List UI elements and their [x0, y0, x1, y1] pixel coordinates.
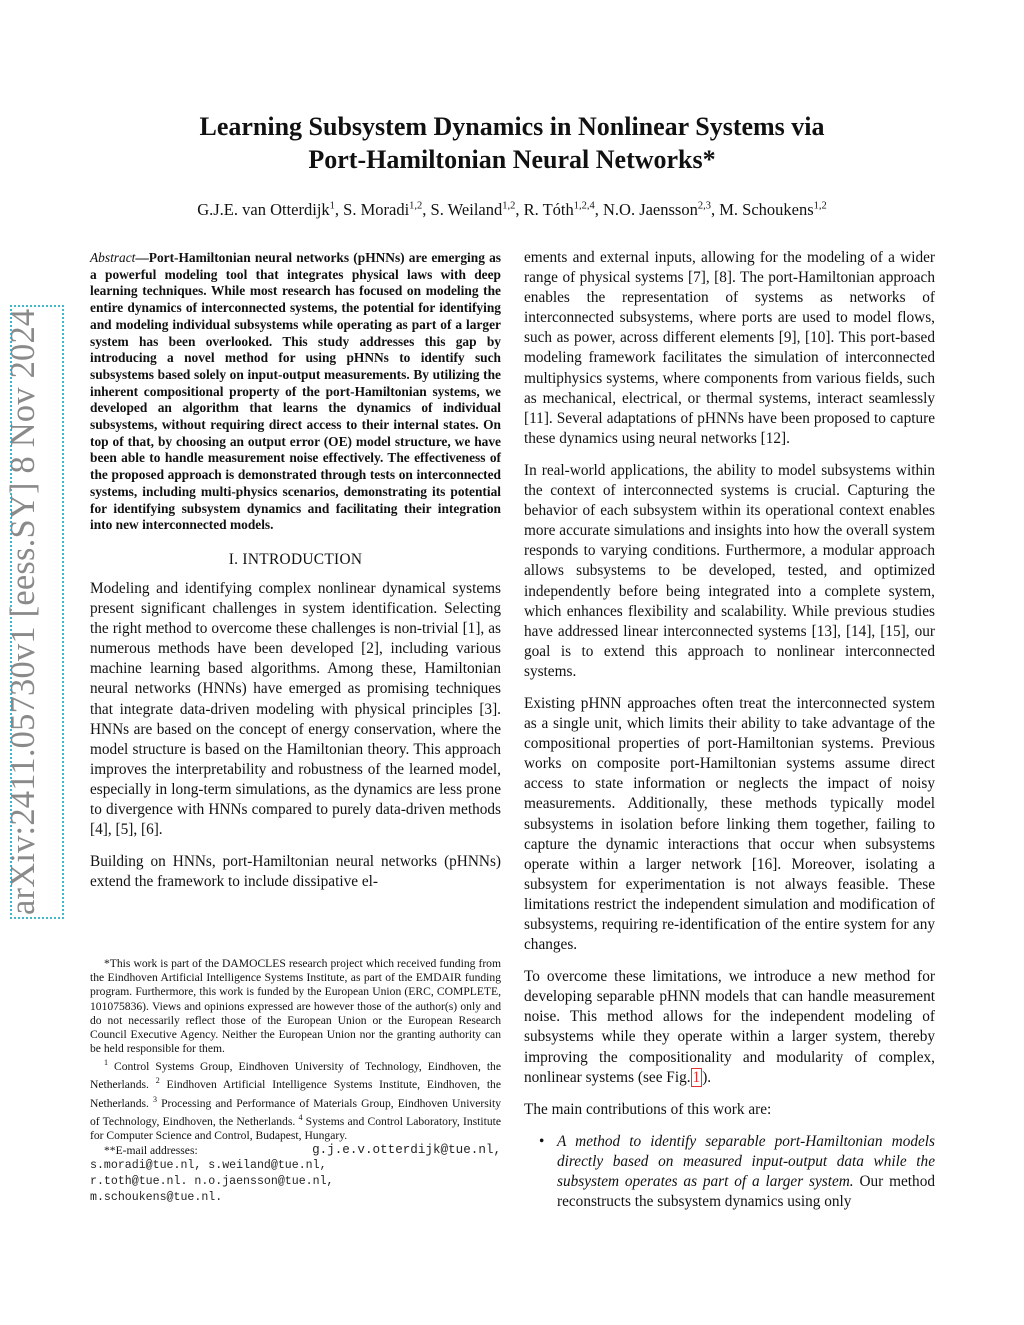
intro-paragraph-2-start: Building on HNNs, port-Hamiltonian neural networks (pHNNs) extend the framework to include dissipative el-: [90, 853, 501, 891]
title-line-1: Learning Subsystem Dynamics in Nonlinear Systems via: [199, 112, 825, 141]
abstract: [90, 250, 501, 534]
title-line-2: Port-Hamiltonian Neural Networks*: [308, 145, 716, 174]
author-list: G.J.E. van Otterdijk$^1$, S. Moradi$^{1,2}$, S. Weiland$^{1,2}$, R. Tóth$^{1,2,4}$, N.O. Jaensson$^{2,3}$, M. Schoukens$^{1,2}$: [197, 200, 827, 219]
section-heading-introduction: I. INTRODUCTION: [228, 550, 363, 568]
email-footnote: [90, 1143, 501, 1159]
paper-title: [100, 110, 924, 176]
contributions-list: [524, 1132, 935, 1212]
email-address[interactable]: s.moradi@tue.nl, s.weiland@tue.nl,: [90, 1159, 327, 1173]
abstract-dash: —: [135, 250, 149, 265]
email-label: **E-mail addresses:: [104, 1143, 198, 1157]
bullet-icon: •: [539, 1132, 545, 1150]
email-address[interactable]: r.toth@tue.nl. n.o.jaensson@tue.nl,: [90, 1175, 334, 1189]
email-address[interactable]: g.j.e.v.otterdijk@tue.nl,: [312, 1142, 501, 1157]
figure-reference-link[interactable]: 1: [692, 1068, 701, 1086]
author: R. Tóth$^{1,2,4}$: [523, 200, 595, 219]
intro-paragraph-4: Existing pHNN approaches often treat the interconnected system as a single unit, which limits their ability to take advantage of the compositional properties of port-Hamiltonian systems. Previous works on composite port-Hamiltonian systems assume direct access to state information or neglects the impact of noisy measurements. Additionally, these methods typically model subsystems in isolation before linking them together, failing to capture the dynamic interactions that occur when subsystems operate within a larger network [16]. Moreover, isolating a subsystem for experimentation is not always feasible. These limitations restrict the independent simulation and modification of subsystems, requiring re-identification of the entire system for any changes.: [524, 694, 935, 954]
author: N.O. Jaensson$^{2,3}$: [602, 200, 711, 219]
funding-footnote: *This work is part of the DAMOCLES research project which received funding from the Eindhoven Artificial Intelligence Systems Institute, as part of the EMDAIR funding program. Furthermore, this work is funded by the European Union (ERC, COMPLETE, 101075836). Views and opinions expressed are however those of the author(s) only and do not necessarily reflect those of the European Union or the European Research Council Executive Agency. Neither the European Union nor the granting authority can be held responsible for them.: [90, 957, 501, 1056]
email-address[interactable]: m.schoukens@tue.nl.: [90, 1190, 223, 1204]
intro-paragraph-2-continued: ements and external inputs, allowing for the modeling of a wider range of physical systems [7], [8]. The port-Hamiltonian approach enables the representation of systems as networks of interconnected subsystems, where ports are used to model flows, such as power, across different elements [9], [10]. This port-based modeling framework facilitates the simulation of interconnected multiphysics systems, where components from various fields, such as mechanical, electrical, or thermal systems, interact seamlessly [11]. Several adaptations of pHNNs have been proposed to capture these dynamics using neural networks [12].: [524, 249, 935, 447]
author: G.J.E. van Otterdijk$^1$: [197, 200, 335, 219]
contribution-title: A method to identify separable port-Hamiltonian models directly based on measured input-output data while the subsystem operates as part of a larger system.: [557, 1132, 935, 1191]
abstract-label: Abstract: [90, 250, 136, 265]
author: S. Weiland$^{1,2}$: [430, 200, 516, 219]
contribution-text: Our method reconstructs the subsystem dynamics using only: [557, 1173, 935, 1211]
arxiv-identifier[interactable]: arXiv:2411.05730v1 [eess.SY] 8 Nov 2024: [4, 308, 42, 915]
intro-paragraph-5: To overcome these limitations, we introduce a new method for developing separable pHNN models that can handle measurement noise. This method allows for the independent modeling of subsystems while they operate within a larger system, thereby improving the compositionality and modularity of complex, nonlinear systems (see Fig. 1 ).: [524, 968, 935, 1086]
author: S. Moradi$^{1,2}$: [343, 200, 423, 219]
contributions-intro: The main contributions of this work are:: [524, 1100, 772, 1118]
footnotes: [90, 957, 501, 1205]
list-item: [524, 1132, 935, 1212]
left-column: [90, 250, 501, 904]
affiliation-footnote: $^1$ Control Systems Group, Eindhoven University of Technology, Eindhoven, the Netherlands. $^2$ Eindhoven Artificial Intelligence Systems Institute, Eindhoven, the Netherlands. $^3$ Processing and Performance of Materials Group, Eindhoven University of Technology, Eindhoven, the Netherlands. $^4$ Systems and Control Laboratory, Institute for Computer Science and Control, Budapest, Hungary.: [90, 1058, 501, 1142]
author: M. Schoukens$^{1,2}$: [719, 200, 827, 219]
intro-paragraph-1: Modeling and identifying complex nonlinear dynamical systems present significant challenges in system identification. Selecting the right method to overcome these challenges is non-trivial [1], as numerous methods have been developed [2], including various machine learning based algorithms. Among these, Hamiltonian neural networks (HNNs) have emerged as promising techniques that integrate data-driven modeling with physical principles [3]. HNNs are based on the concept of energy conservation, where the model structure is based on the Hamiltonian theory. This approach improves the interpretability and robustness of the learned model, especially in long-term simulations, as the dynamics are less prone to divergence with HNNs compared to purely data-driven methods [4], [5], [6].: [90, 579, 501, 839]
abstract-text: Port-Hamiltonian neural networks (pHNNs) are emerging as a powerful modeling tool that integrates physical laws with deep learning techniques. While most research has focused on modeling the entire dynamics of interconnected systems, the potential for identifying and modeling individual subsystems while operating as part of a larger system has been overlooked. This study addresses this gap by introducing a novel method for using pHNNs to identify such subsystems based solely on input-output measurements. By utilizing the inherent compositional property of the port-Hamiltonian systems, we developed an algorithm that learns the dynamics of individual subsystems, without requiring direct access to their internal states. On top of that, by choosing an output error (OE) model structure, we have been able to handle measurement noise effectively. The effectiveness of the proposed approach is demonstrated through tests on interconnected systems, including multi-physics scenarios, demonstrating its potential for identifying subsystem dynamics and facilitating their integration into new interconnected models.: [90, 250, 501, 533]
intro-paragraph-3: In real-world applications, the ability to model subsystems within the context of interconnected systems is crucial. Capturing the behavior of each subsystem within its operational context enables more accurate simulations and insights into how the overall system responds to varying conditions. Furthermore, a modular approach allows subsystems to be developed, tested, and optimized independently before being integrated into a complete system, which enhances flexibility and scalability. While previous studies have addressed linear interconnected systems [13], [14], [15], our goal is to extend this approach to nonlinear interconnected systems.: [524, 461, 935, 680]
right-column: [524, 248, 935, 1212]
